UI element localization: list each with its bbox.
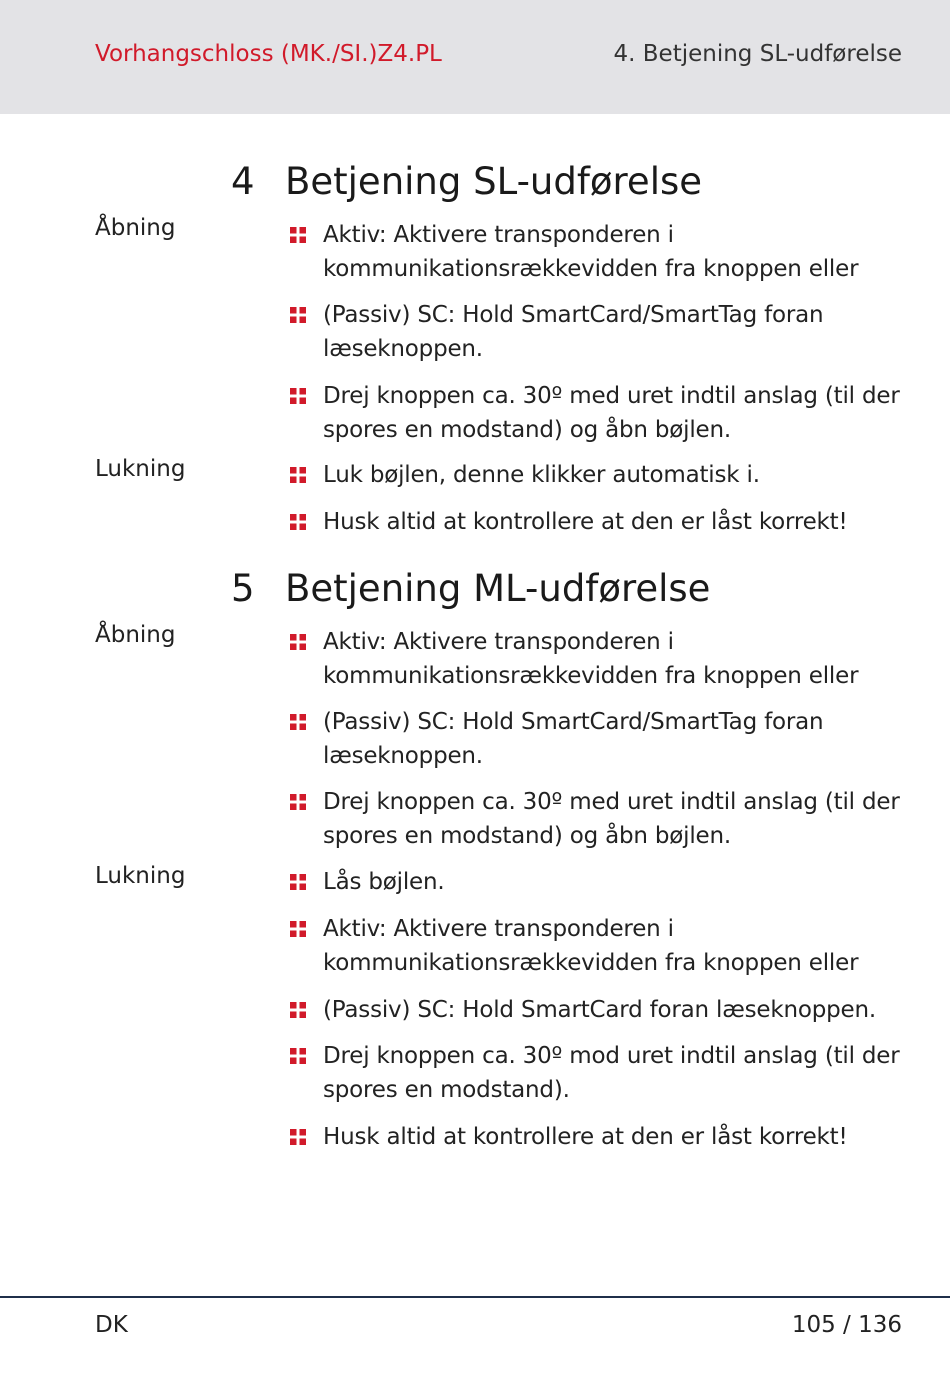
bullet-squares-icon bbox=[290, 307, 306, 323]
list-item-text: (Passiv) SC: Hold SmartCard foran læseknoppen. bbox=[323, 997, 876, 1023]
section-number: 4 bbox=[231, 160, 255, 203]
running-chapter-title: 4. Betjening SL-udførelse bbox=[613, 41, 902, 67]
list-item bbox=[290, 705, 900, 773]
list-item-text: Drej knoppen ca. 30º mod uret indtil anslag (til der spores en modstand). bbox=[323, 1043, 900, 1103]
bullet-squares-icon bbox=[290, 794, 306, 810]
bullet-squares-icon bbox=[290, 388, 306, 404]
list-item bbox=[290, 912, 900, 980]
section-number: 5 bbox=[231, 567, 255, 610]
page-header bbox=[0, 0, 950, 114]
list-item bbox=[290, 1039, 900, 1107]
list-item-text: Aktiv: Aktivere transponderen i kommunikationsrækkevidden fra knoppen eller bbox=[323, 916, 859, 976]
list-item bbox=[290, 379, 900, 447]
language-code: DK bbox=[95, 1312, 128, 1338]
bullet-squares-icon bbox=[290, 1048, 306, 1064]
list-item-text: Lås bøjlen. bbox=[323, 869, 445, 895]
list-item bbox=[290, 505, 900, 539]
group-label-opening: Åbning bbox=[95, 215, 176, 241]
footer-divider bbox=[0, 1296, 950, 1298]
bullet-squares-icon bbox=[290, 1129, 306, 1145]
section-title: Betjening SL-udførelse bbox=[285, 160, 703, 203]
list-item-text: Aktiv: Aktivere transponderen i kommunikationsrækkevidden fra knoppen eller bbox=[323, 629, 859, 689]
bullet-squares-icon bbox=[290, 921, 306, 937]
list-item bbox=[290, 218, 900, 286]
bullet-squares-icon bbox=[290, 714, 306, 730]
group-label-closing: Lukning bbox=[95, 456, 186, 482]
bullet-squares-icon bbox=[290, 467, 306, 483]
section-heading-4 bbox=[231, 160, 702, 203]
list-item bbox=[290, 865, 900, 899]
section-heading-5 bbox=[231, 567, 710, 610]
list-item bbox=[290, 298, 900, 366]
document-title: Vorhangschloss (MK./SI.)Z4.PL bbox=[95, 41, 442, 67]
list-item-text: (Passiv) SC: Hold SmartCard/SmartTag foran læseknoppen. bbox=[323, 302, 824, 362]
group-label-opening: Åbning bbox=[95, 622, 176, 648]
group-label-closing: Lukning bbox=[95, 863, 186, 889]
list-item-text: Husk altid at kontrollere at den er låst korrekt! bbox=[323, 1124, 848, 1150]
list-item-text: (Passiv) SC: Hold SmartCard/SmartTag foran læseknoppen. bbox=[323, 709, 824, 769]
bullet-squares-icon bbox=[290, 514, 306, 530]
bullet-squares-icon bbox=[290, 227, 306, 243]
bullet-squares-icon bbox=[290, 874, 306, 890]
list-item-text: Luk bøjlen, denne klikker automatisk i. bbox=[323, 462, 760, 488]
list-item bbox=[290, 458, 900, 492]
list-item-text: Aktiv: Aktivere transponderen i kommunikationsrækkevidden fra knoppen eller bbox=[323, 222, 859, 282]
list-item bbox=[290, 625, 900, 693]
section-title: Betjening ML-udførelse bbox=[285, 567, 711, 610]
list-item-text: Drej knoppen ca. 30º med uret indtil anslag (til der spores en modstand) og åbn bøjlen. bbox=[323, 383, 900, 443]
list-item bbox=[290, 993, 900, 1027]
bullet-squares-icon bbox=[290, 1002, 306, 1018]
list-item-text: Drej knoppen ca. 30º med uret indtil anslag (til der spores en modstand) og åbn bøjlen. bbox=[323, 789, 900, 849]
bullet-squares-icon bbox=[290, 634, 306, 650]
page-number: 105 / 136 bbox=[791, 1312, 902, 1338]
list-item bbox=[290, 1120, 900, 1154]
list-item-text: Husk altid at kontrollere at den er låst korrekt! bbox=[323, 509, 848, 535]
list-item bbox=[290, 785, 900, 853]
